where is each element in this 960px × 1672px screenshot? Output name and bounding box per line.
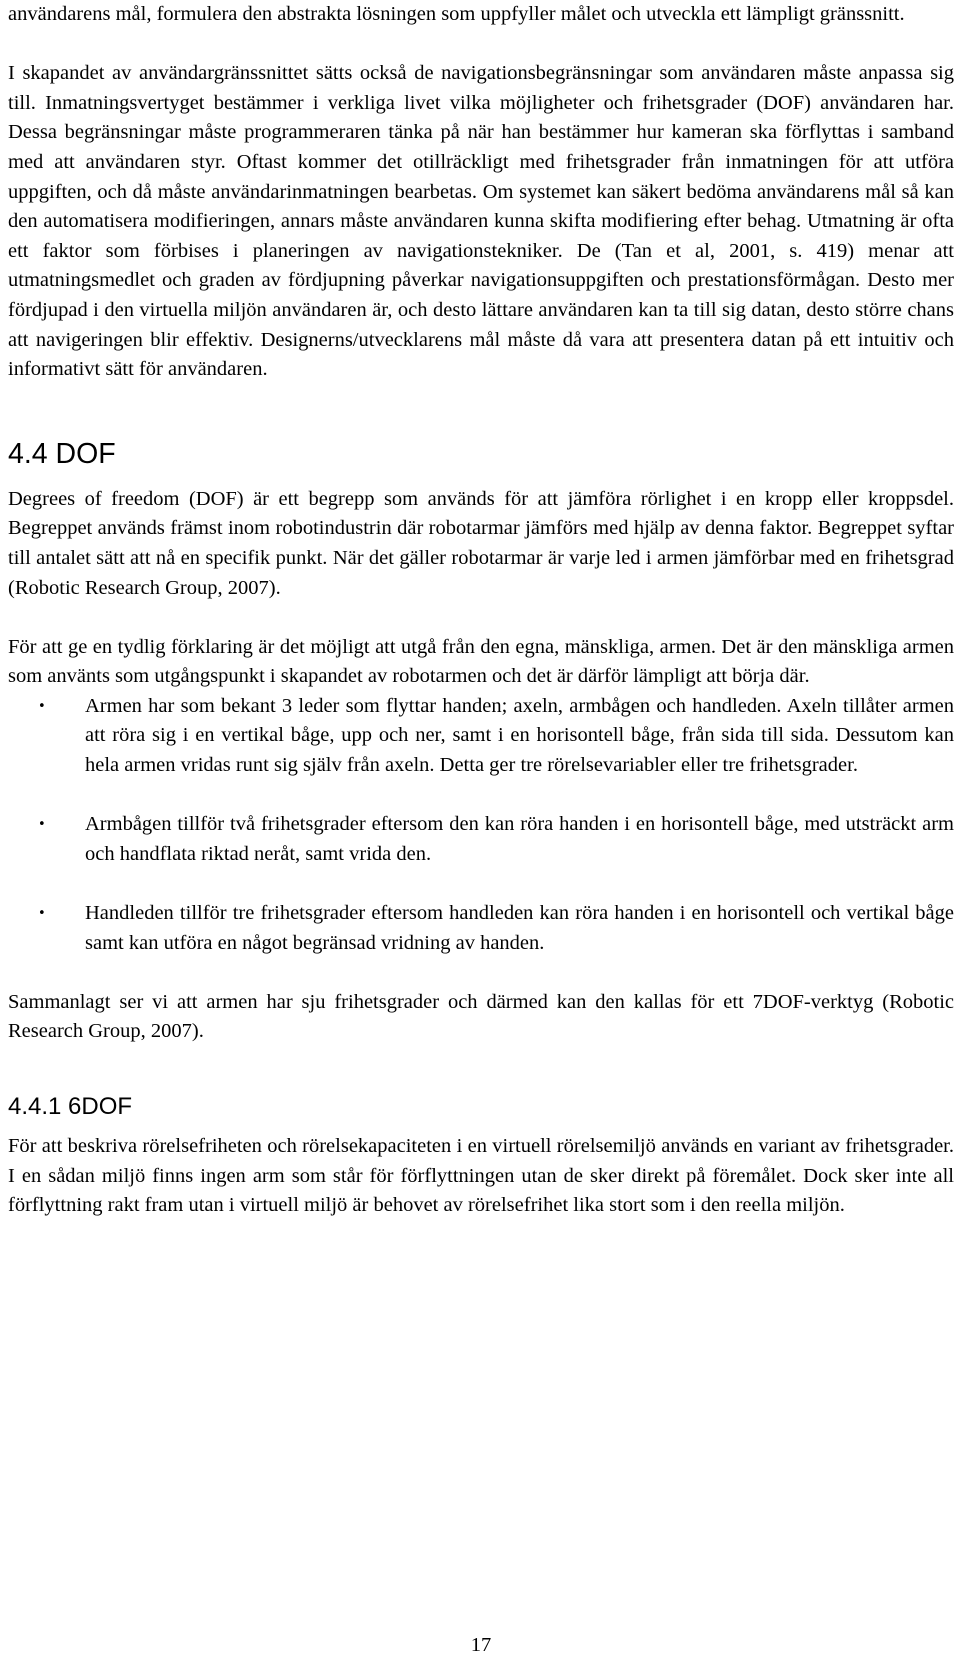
page-number: 17 — [470, 1634, 492, 1656]
paragraph: Degrees of freedom (DOF) är ett begrepp som används för att jämföra rörlighet i en kropp eller kroppsdel. Begreppet används främst inom robotindustrin där robotarmar jämförs med hjälp av denna faktor. Begreppet syftar till antalet sätt att nå en specifik punkt. När det gäller robotarmar är varje led i armen jämförbar med en frihetsgrad (Robotic Research Group, 2007). — [8, 487, 954, 599]
paragraph: Sammanlagt ser vi att armen har sju frihetsgrader och därmed kan den kallas för ett 7DOF-verktyg (Robotic Research Group, 2007). — [8, 990, 954, 1043]
paragraph: För att ge en tydlig förklaring är det möjligt att utgå från den egna, mänskliga, armen. Det är den mänskliga armen som använts som utgångspunkt i skapandet av robotarmen och det är därför lämpligt att börja där. — [8, 635, 954, 688]
bullet-list — [8, 692, 954, 958]
paragraph: För att beskriva rörelsefriheten och rörelsekapaciteten i en virtuell rörelsemiljö används en variant av frihetsgrader. I en sådan miljö finns ingen arm som står för förflyttningen utan de sker direkt på föremålet. Dock sker inte all förflyttning rakt fram utan i virtuell miljö är behovet av rörelsefrihet lika stort som i den reella miljön. — [8, 1135, 954, 1217]
list-item-text: Armbågen tillför två frihetsgrader eftersom den kan röra handen i en horisontell båge, med utsträckt arm och handflata riktad neråt, samt vrida den. — [85, 813, 954, 865]
bullet-icon: • — [38, 698, 46, 714]
list-item-text: Armen har som bekant 3 leder som flyttar handen; axeln, armbågen och handleden. Axeln tillåter armen att röra sig i en vertikal båge, upp och ner, samt i en horisontell båge, från sida till sida. Dessutom kan hela armen vridas runt sig själv från axeln. Detta ger tre rörelsevariabler eller tre frihetsgrader. — [85, 694, 954, 777]
bullet-icon: • — [38, 906, 46, 922]
document-page — [8, 0, 954, 1656]
list-item — [8, 899, 954, 958]
section-heading-4-4-1: 4.4.1 6DOF — [8, 1093, 133, 1120]
list-item — [8, 810, 954, 869]
list-item — [8, 692, 954, 781]
bullet-icon: • — [38, 817, 46, 833]
section-heading-4-4: 4.4 DOF — [8, 437, 116, 470]
paragraph: användarens mål, formulera den abstrakta lösningen som uppfyller målet och utveckla ett lämpligt gränssnitt. — [8, 3, 905, 25]
list-item-text: Handleden tillför tre frihetsgrader eftersom handleden kan röra handen i en horisontell och vertikal båge samt kan utföra en något begränsad vridning av handen. — [85, 902, 954, 954]
paragraph: I skapandet av användargränssnittet sätts också de navigationsbegränsningar som användaren måste anpassa sig till. Inmatningsvertyget bestämmer i verkliga livet vilka möjligheter och frihetsgrader (DOF) användaren har. Dessa begränsningar måste programmeraren tänka på när han bestämmer hur kameran ska förflyttas i samband med att användaren styr. Oftast kommer det otillräckligt med frihetsgrader från inmatningen för att utföra uppgiften, och då måste användarinmatningen bearbetas. Om systemet kan säkert bedöma användarens mål så kan den automatisera modifieringen, annars måste användaren kunna skifta modifiering efter behag. Utmatning är ofta ett faktor som förbises i planeringen av navigationstekniker. De (Tan et al, 2001, s. 419) menar att utmatningsmedlet och graden av fördjupning påverkar navigationsuppgiften och prestationsförmågan. Desto mer fördjupad i den virtuella miljön användaren är, och desto lättare användaren kan ta till sig datan, desto större chans att navigeringen blir effektiv. Designerns/utvecklarens mål måste då vara att presentera datan på ett intuitiv och informativt sätt för användaren. — [8, 62, 954, 381]
